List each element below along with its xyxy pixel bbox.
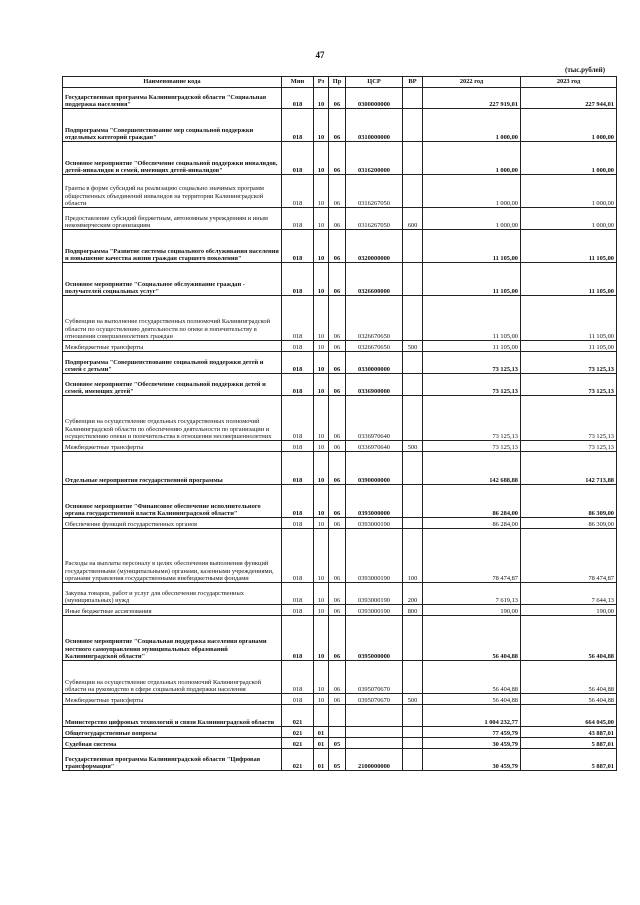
table-row	[63, 749, 617, 771]
cell-min: 018	[282, 109, 314, 142]
col-header-min: Мин	[282, 77, 314, 88]
cell-min: 018	[282, 485, 314, 518]
cell-name: Государственная программа Калининградской области "Социальная поддержка населения"	[63, 88, 282, 109]
cell-y2023: 56 404,88	[521, 694, 617, 705]
cell-name: Подпрограмма "Совершенствование мер социальной поддержки отдельных категорий граждан"	[63, 109, 282, 142]
cell-y2023: 142 713,88	[521, 452, 617, 485]
cell-y2022: 1 000,00	[423, 175, 521, 208]
cell-name: Субвенции на осуществление отдельных полномочий Калининградской области на руководство в сфере социальной поддержки населения	[63, 661, 282, 694]
cell-csr: 0393000190	[346, 518, 403, 529]
cell-vr	[403, 661, 423, 694]
cell-csr: 0320000000	[346, 230, 403, 263]
cell-vr	[403, 230, 423, 263]
table-row	[63, 142, 617, 175]
cell-min: 018	[282, 230, 314, 263]
cell-rz: 01	[314, 727, 329, 738]
cell-pr: 05	[329, 738, 346, 749]
budget-table	[62, 76, 617, 771]
cell-name: Основное мероприятие "Социальная поддержка населения органами местного самоуправления муниципальных образований Калининградской области"	[63, 616, 282, 661]
cell-name: Министерство цифровых технологий и связи Калининградской области	[63, 705, 282, 727]
cell-vr	[403, 109, 423, 142]
cell-csr: 0326600000	[346, 263, 403, 296]
cell-y2022: 30 459,79	[423, 749, 521, 771]
cell-vr	[403, 142, 423, 175]
cell-min: 018	[282, 374, 314, 396]
cell-y2023: 73 125,13	[521, 441, 617, 452]
table-row	[63, 352, 617, 374]
cell-csr: 0336970640	[346, 441, 403, 452]
cell-y2022: 227 919,01	[423, 88, 521, 109]
cell-y2022: 86 284,00	[423, 518, 521, 529]
cell-y2022: 56 404,88	[423, 694, 521, 705]
cell-y2023: 664 045,00	[521, 705, 617, 727]
cell-y2023: 11 105,00	[521, 230, 617, 263]
cell-y2023: 11 105,00	[521, 263, 617, 296]
cell-y2022: 1 000,00	[423, 142, 521, 175]
col-header-name: Наименование кода	[63, 77, 282, 88]
cell-rz: 10	[314, 452, 329, 485]
cell-min: 018	[282, 661, 314, 694]
cell-min: 018	[282, 518, 314, 529]
cell-vr: 200	[403, 583, 423, 605]
cell-min: 018	[282, 694, 314, 705]
cell-min: 018	[282, 529, 314, 583]
cell-vr	[403, 374, 423, 396]
cell-pr: 06	[329, 452, 346, 485]
cell-name: Судебная система	[63, 738, 282, 749]
cell-min: 018	[282, 605, 314, 616]
cell-name: Предоставление субсидий бюджетным, автономным учреждениям и иным некоммерческим организациям	[63, 208, 282, 230]
cell-vr	[403, 296, 423, 341]
cell-vr: 100	[403, 529, 423, 583]
cell-min: 018	[282, 583, 314, 605]
cell-y2023: 73 125,13	[521, 396, 617, 441]
cell-rz: 10	[314, 341, 329, 352]
cell-min: 021	[282, 738, 314, 749]
cell-pr: 06	[329, 605, 346, 616]
cell-y2023: 56 404,88	[521, 661, 617, 694]
cell-vr	[403, 749, 423, 771]
cell-rz: 10	[314, 518, 329, 529]
cell-y2022: 86 284,00	[423, 485, 521, 518]
cell-vr	[403, 738, 423, 749]
cell-pr: 06	[329, 88, 346, 109]
cell-pr: 05	[329, 749, 346, 771]
cell-name: Подпрограмма "Совершенствование социальной поддержки детей и семей с детьми"	[63, 352, 282, 374]
table-row	[63, 738, 617, 749]
cell-pr: 06	[329, 142, 346, 175]
cell-rz: 10	[314, 583, 329, 605]
cell-min: 018	[282, 352, 314, 374]
cell-y2023: 1 000,00	[521, 175, 617, 208]
cell-y2022: 73 125,13	[423, 396, 521, 441]
table-body	[63, 88, 617, 771]
table-row	[63, 230, 617, 263]
cell-min: 018	[282, 296, 314, 341]
col-header-csr: ЦСР	[346, 77, 403, 88]
cell-y2023: 1 000,00	[521, 109, 617, 142]
cell-y2022: 1 000,00	[423, 109, 521, 142]
cell-rz	[314, 705, 329, 727]
table-row	[63, 583, 617, 605]
cell-y2023: 11 105,00	[521, 341, 617, 352]
cell-rz: 10	[314, 605, 329, 616]
cell-y2023: 86 309,00	[521, 518, 617, 529]
cell-csr: 0330000000	[346, 352, 403, 374]
cell-rz: 10	[314, 230, 329, 263]
cell-y2022: 78 474,87	[423, 529, 521, 583]
cell-vr	[403, 452, 423, 485]
cell-min: 018	[282, 142, 314, 175]
cell-pr: 06	[329, 661, 346, 694]
cell-pr: 06	[329, 296, 346, 341]
cell-vr	[403, 518, 423, 529]
table-row	[63, 518, 617, 529]
cell-name: Межбюджетные трансферты	[63, 441, 282, 452]
cell-y2022: 142 688,88	[423, 452, 521, 485]
cell-y2022: 77 459,79	[423, 727, 521, 738]
cell-y2022: 56 404,88	[423, 661, 521, 694]
cell-pr: 06	[329, 694, 346, 705]
cell-y2023: 190,00	[521, 605, 617, 616]
cell-csr: 0393000190	[346, 529, 403, 583]
cell-name: Расходы на выплаты персоналу в целях обеспечения выполнения функций государственными (муниципальными) органами, казенными учреждениями, органами управления государственными внебюджетными фондами	[63, 529, 282, 583]
cell-csr: 0390000000	[346, 452, 403, 485]
cell-rz: 10	[314, 142, 329, 175]
cell-name: Гранты в форме субсидий на реализацию социально значимых программ общественных объединений инвалидов на территории Калининградской области	[63, 175, 282, 208]
cell-vr: 600	[403, 208, 423, 230]
cell-pr	[329, 727, 346, 738]
cell-y2022: 56 404,88	[423, 616, 521, 661]
table-row	[63, 296, 617, 341]
cell-name: Основное мероприятие "Обеспечение социальной поддержки инвалидов, детей-инвалидов и семей, имеющих детей-инвалидов"	[63, 142, 282, 175]
cell-y2022: 11 105,00	[423, 341, 521, 352]
table-row	[63, 396, 617, 441]
cell-y2022: 11 105,00	[423, 296, 521, 341]
cell-pr	[329, 705, 346, 727]
cell-y2023: 86 309,00	[521, 485, 617, 518]
table-row	[63, 485, 617, 518]
cell-name: Иные бюджетные ассигнования	[63, 605, 282, 616]
table-row	[63, 109, 617, 142]
cell-y2023: 227 944,01	[521, 88, 617, 109]
cell-min: 018	[282, 208, 314, 230]
cell-csr: 0395000000	[346, 616, 403, 661]
cell-min: 018	[282, 396, 314, 441]
page-number: 47	[315, 50, 325, 60]
table-row	[63, 605, 617, 616]
cell-csr	[346, 705, 403, 727]
cell-pr: 06	[329, 583, 346, 605]
cell-y2023: 1 000,00	[521, 208, 617, 230]
cell-rz: 10	[314, 529, 329, 583]
cell-vr: 800	[403, 605, 423, 616]
cell-vr	[403, 175, 423, 208]
table-row	[63, 529, 617, 583]
cell-pr: 06	[329, 263, 346, 296]
cell-min: 018	[282, 263, 314, 296]
cell-csr: 0310000000	[346, 109, 403, 142]
table-row	[63, 705, 617, 727]
table-row	[63, 661, 617, 694]
table-row	[63, 616, 617, 661]
cell-name: Основное мероприятие "Финансовое обеспечение исполнительного органа государственной власти Калининградской области"	[63, 485, 282, 518]
cell-y2023: 7 644,13	[521, 583, 617, 605]
cell-vr: 500	[403, 694, 423, 705]
cell-vr	[403, 88, 423, 109]
cell-csr: 0316200000	[346, 142, 403, 175]
col-header-pr: Пр	[329, 77, 346, 88]
cell-name: Закупка товаров, работ и услуг для обеспечения государственных (муниципальных) нужд	[63, 583, 282, 605]
cell-vr	[403, 396, 423, 441]
cell-name: Общегосударственные вопросы	[63, 727, 282, 738]
cell-pr: 06	[329, 175, 346, 208]
cell-rz: 01	[314, 738, 329, 749]
cell-name: Государственная программа Калининградской области "Цифровая трансформация"	[63, 749, 282, 771]
cell-csr: 0393000190	[346, 583, 403, 605]
cell-min: 018	[282, 341, 314, 352]
cell-pr: 06	[329, 485, 346, 518]
cell-min: 021	[282, 705, 314, 727]
cell-csr: 0316267050	[346, 175, 403, 208]
col-header-2022: 2022 год	[423, 77, 521, 88]
cell-csr: 0393000190	[346, 605, 403, 616]
table-row	[63, 263, 617, 296]
cell-name: Межбюджетные трансферты	[63, 694, 282, 705]
cell-rz: 10	[314, 616, 329, 661]
cell-y2023: 56 404,88	[521, 616, 617, 661]
table-row	[63, 88, 617, 109]
cell-rz: 10	[314, 88, 329, 109]
cell-csr	[346, 738, 403, 749]
cell-min: 021	[282, 727, 314, 738]
cell-vr	[403, 727, 423, 738]
table-row	[63, 441, 617, 452]
cell-y2022: 73 125,13	[423, 374, 521, 396]
cell-y2023: 11 105,00	[521, 296, 617, 341]
cell-vr	[403, 485, 423, 518]
table-row	[63, 208, 617, 230]
cell-csr: 2100000000	[346, 749, 403, 771]
cell-y2023: 78 474,87	[521, 529, 617, 583]
cell-csr: 0316267050	[346, 208, 403, 230]
col-header-vr: ВР	[403, 77, 423, 88]
table-row	[63, 452, 617, 485]
cell-y2022: 11 105,00	[423, 263, 521, 296]
cell-pr: 06	[329, 109, 346, 142]
cell-csr: 0336900000	[346, 374, 403, 396]
cell-y2022: 1 004 232,77	[423, 705, 521, 727]
cell-min: 021	[282, 749, 314, 771]
cell-rz: 10	[314, 441, 329, 452]
cell-rz: 10	[314, 694, 329, 705]
cell-min: 018	[282, 175, 314, 208]
cell-y2022: 7 619,13	[423, 583, 521, 605]
cell-y2022: 1 000,00	[423, 208, 521, 230]
cell-pr: 06	[329, 518, 346, 529]
cell-rz: 10	[314, 396, 329, 441]
cell-pr: 06	[329, 396, 346, 441]
cell-name: Субвенции на осуществление отдельных государственных полномочий Калининградской области по обеспечению деятельности по организации и осуществлению опеки и попечительства в отношении несовершеннолетних	[63, 396, 282, 441]
cell-csr: 0395070670	[346, 661, 403, 694]
cell-rz: 10	[314, 352, 329, 374]
cell-name: Межбюджетные трансферты	[63, 341, 282, 352]
cell-pr: 06	[329, 529, 346, 583]
cell-y2023: 1 000,00	[521, 142, 617, 175]
cell-name: Отдельные мероприятия государственной программы	[63, 452, 282, 485]
units-label: (тыс.рублей)	[565, 66, 606, 74]
cell-pr: 06	[329, 341, 346, 352]
cell-name: Обеспечение функций государственных органов	[63, 518, 282, 529]
cell-vr: 500	[403, 341, 423, 352]
cell-min: 018	[282, 441, 314, 452]
cell-vr	[403, 705, 423, 727]
cell-pr: 06	[329, 230, 346, 263]
cell-y2023: 5 887,01	[521, 738, 617, 749]
cell-rz: 10	[314, 175, 329, 208]
cell-rz: 10	[314, 374, 329, 396]
cell-name: Подпрограмма "Развитие системы социального обслуживания населения и повышение качества жизни граждан старшего поколения"	[63, 230, 282, 263]
cell-y2022: 73 125,13	[423, 352, 521, 374]
table-row	[63, 175, 617, 208]
cell-rz: 10	[314, 296, 329, 341]
cell-name: Основное мероприятие "Обеспечение социальной поддержки детей и семей, имеющих детей"	[63, 374, 282, 396]
cell-min: 018	[282, 88, 314, 109]
cell-csr: 0336970640	[346, 396, 403, 441]
cell-y2022: 11 105,00	[423, 230, 521, 263]
cell-csr: 0300000000	[346, 88, 403, 109]
cell-y2023: 5 887,01	[521, 749, 617, 771]
cell-vr: 500	[403, 441, 423, 452]
cell-pr: 06	[329, 352, 346, 374]
cell-csr: 0326670650	[346, 341, 403, 352]
cell-rz: 10	[314, 109, 329, 142]
cell-pr: 06	[329, 374, 346, 396]
cell-pr: 06	[329, 616, 346, 661]
cell-csr: 0326670650	[346, 296, 403, 341]
cell-y2022: 73 125,13	[423, 441, 521, 452]
cell-csr: 0395070670	[346, 694, 403, 705]
cell-pr: 06	[329, 441, 346, 452]
cell-rz: 01	[314, 749, 329, 771]
table-row	[63, 374, 617, 396]
cell-y2023: 73 125,13	[521, 352, 617, 374]
col-header-2023: 2023 год	[521, 77, 617, 88]
table-row	[63, 694, 617, 705]
cell-min: 018	[282, 616, 314, 661]
table-row	[63, 341, 617, 352]
cell-pr: 06	[329, 208, 346, 230]
cell-name: Субвенции на выполнение государственных полномочий Калининградской области по осуществлению деятельности по опеке и попечительству в отношении совершеннолетних граждан	[63, 296, 282, 341]
cell-y2023: 73 125,13	[521, 374, 617, 396]
cell-rz: 10	[314, 263, 329, 296]
cell-vr	[403, 352, 423, 374]
table-row	[63, 727, 617, 738]
cell-vr	[403, 263, 423, 296]
cell-name: Основное мероприятие "Социальное обслуживание граждан - получателей социальных услуг"	[63, 263, 282, 296]
table-header-row	[63, 77, 617, 88]
cell-y2022: 190,00	[423, 605, 521, 616]
cell-csr	[346, 727, 403, 738]
col-header-rz: Рз	[314, 77, 329, 88]
cell-vr	[403, 616, 423, 661]
cell-rz: 10	[314, 485, 329, 518]
cell-y2023: 43 887,01	[521, 727, 617, 738]
cell-rz: 10	[314, 208, 329, 230]
cell-rz: 10	[314, 661, 329, 694]
cell-min: 018	[282, 452, 314, 485]
cell-y2022: 30 459,79	[423, 738, 521, 749]
cell-csr: 0393000000	[346, 485, 403, 518]
